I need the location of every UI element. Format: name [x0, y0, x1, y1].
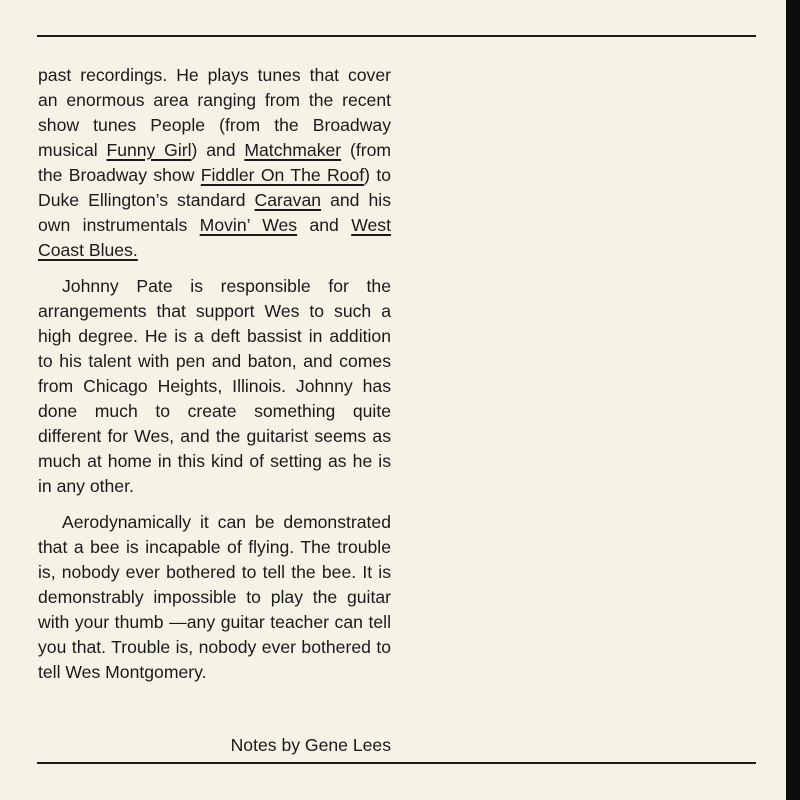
paragraph-2: Johnny Pate is responsible for the arrangements that support Wes to such a high degree. He is a deft bassist in addition to his talent with pen and baton, and comes from Chicago Heights, Illinois. Johnny has done much to create something quite different for Wes, and the guitarist seems as much at home in this kind of setting as he is in any other.	[38, 276, 391, 496]
text-run: ) and	[191, 140, 245, 160]
text-column	[38, 63, 391, 696]
top-rule	[37, 35, 756, 37]
song-title-funny-girl: Funny Girl	[106, 140, 192, 160]
text-run: and his own instrumentals	[38, 190, 391, 235]
text-run: (from the Broadway show	[38, 140, 392, 185]
song-title-west-coast-blues: West Coast Blues.	[38, 215, 391, 260]
paragraph-3: Aerodynamically it can be demonstrated that a bee is incapable of flying. The trouble is, nobody ever bothered to tell the bee. It is demonstrably impossible to play the guitar with your thumb —any guitar teacher can tell you that. Trouble is, nobody ever bothered to tell Wes Montgomery.	[38, 512, 391, 682]
song-title-matchmaker: Matchmaker	[244, 140, 342, 160]
text-run: past recordings. He plays tunes that cover an enormous area ranging from the recent show tunes People (from the Broadway musical	[38, 65, 391, 160]
text-run: ) to Duke Ellington’s standard	[38, 165, 391, 210]
song-title-caravan: Caravan	[254, 190, 322, 210]
text-run: and	[297, 215, 352, 235]
author-credit: Notes by Gene Lees	[230, 735, 391, 755]
booklet-spine-edge	[786, 0, 800, 800]
bottom-rule	[37, 762, 756, 764]
song-title-movin-wes: Movin’ Wes	[199, 215, 298, 235]
show-title-fiddler: Fiddler On The Roof	[200, 165, 365, 185]
paragraph-1	[38, 63, 391, 263]
